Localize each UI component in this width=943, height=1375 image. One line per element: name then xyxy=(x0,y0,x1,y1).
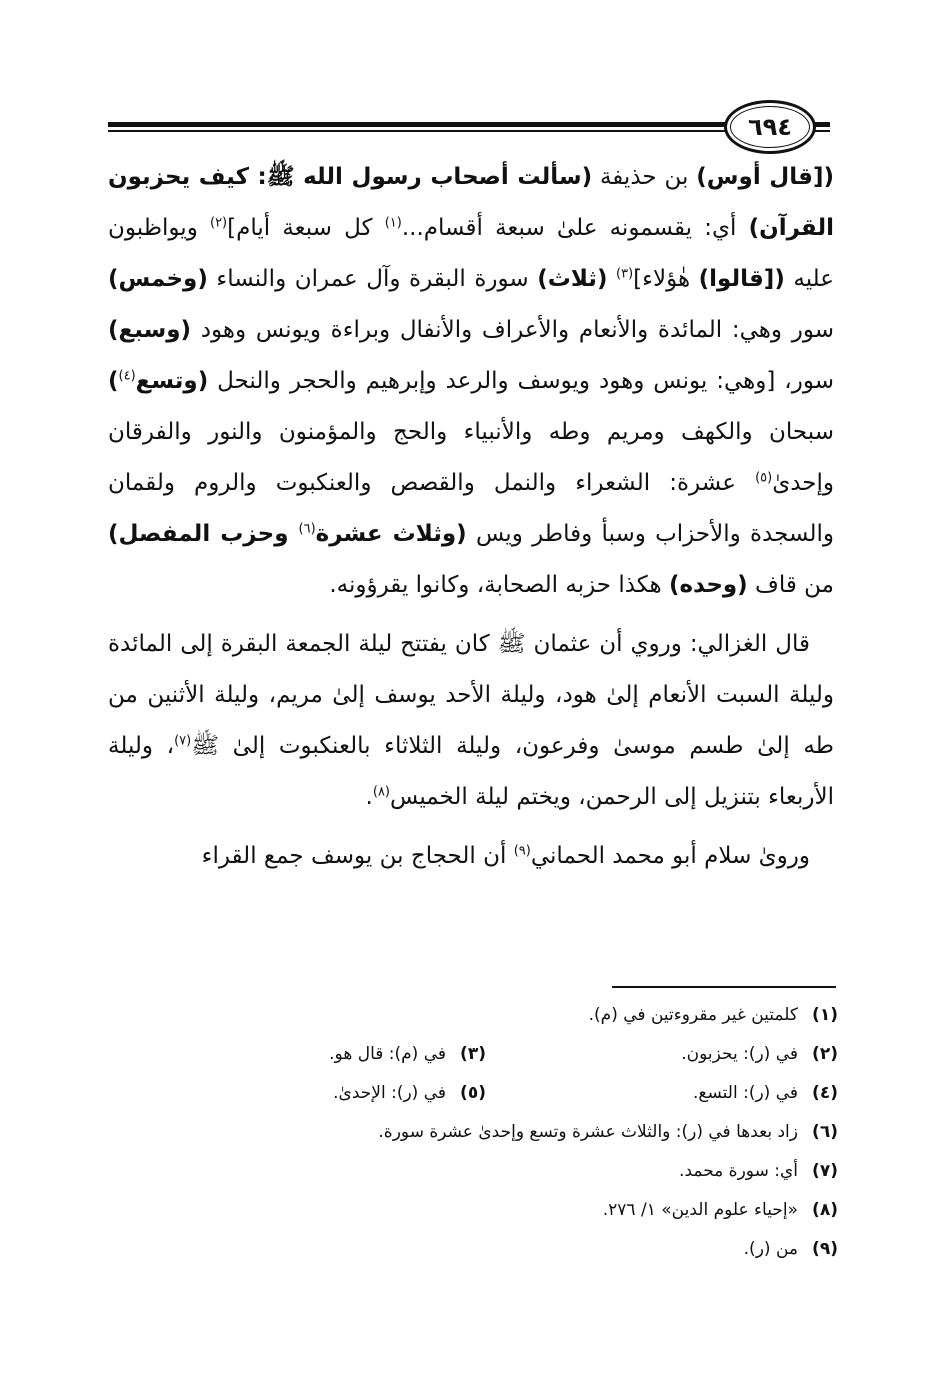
footnote-ref[interactable]: (٤) xyxy=(118,368,136,384)
footnote-text: في (ر): يحزبون. xyxy=(681,1044,798,1064)
bold-phrase: ([قالوا) xyxy=(698,266,785,292)
footnote-text: كلمتين غير مقروءتين في (م). xyxy=(588,1005,798,1025)
text-run: سورة البقرة وآل عمران والنساء xyxy=(207,266,538,292)
footnote-number: (٢) xyxy=(812,1044,838,1064)
footnote-7 xyxy=(679,1152,838,1191)
text-run: سور، [وهي: يونس وهود ويوسف والرعد وإبرهيم والحجر والنحل xyxy=(208,368,834,394)
footnote-number: (٦) xyxy=(812,1122,838,1142)
footnote-number: (٣) xyxy=(460,1044,486,1064)
text-run: من قاف xyxy=(747,572,834,598)
footnote-row xyxy=(108,1230,838,1269)
text-run: هكذا حزبه الصحابة، وكانوا يقرؤونه. xyxy=(329,572,669,598)
footnote-1 xyxy=(589,996,838,1035)
text-run: . xyxy=(365,784,373,810)
bold-phrase: (وحده) xyxy=(668,572,748,598)
text-run: عشرة: الشعراء والنمل والقصص والعنكبوت والروم ولقمان والسجدة والأحزاب وسبأ وفاطر ويس xyxy=(108,470,834,547)
footnote-ref[interactable]: (٣) xyxy=(616,266,634,282)
bold-phrase: (وسبع) xyxy=(108,317,192,343)
footnote-3 xyxy=(134,1035,486,1074)
paragraph-1 xyxy=(108,152,834,611)
bold-phrase: (سألت أصحاب رسول الله ﷺ: كيف يحزبون القرآن) xyxy=(108,164,834,241)
text-run: أن الحجاج بن يوسف جمع القراء xyxy=(201,843,514,869)
footnote-text: زاد بعدها في (ر): والثلاث عشرة وتسع وإحدىٰ عشرة سورة. xyxy=(378,1122,798,1142)
header-rule-thin xyxy=(108,130,830,132)
footnote-5 xyxy=(134,1074,486,1113)
text-run: ورویٰ سلام أبو محمد الحماني xyxy=(530,843,810,869)
paragraph-3 xyxy=(108,831,834,882)
main-text xyxy=(108,152,834,890)
text-run: ، وليلة الأربعاء بتنزيل إلى الرحمن، ويختم ليلة الخميس xyxy=(108,733,834,810)
footnote-text: في (ر): الإحدىٰ. xyxy=(333,1083,446,1103)
footnote-row xyxy=(108,996,838,1035)
header-rule xyxy=(108,122,830,132)
footnote-ref[interactable]: (٩) xyxy=(513,843,531,859)
footnote-2 xyxy=(486,1035,838,1074)
footnote-4 xyxy=(486,1074,838,1113)
paragraph-2 xyxy=(108,619,834,823)
footnote-text: في (م): قال هو. xyxy=(329,1044,446,1064)
text-run: هٰؤلاء] xyxy=(633,266,699,292)
footnote-text: من (ر). xyxy=(743,1239,798,1259)
footnote-ref[interactable]: (٥) xyxy=(755,470,773,486)
footnote-row xyxy=(108,1113,838,1152)
footnote-number: (٤) xyxy=(812,1083,838,1103)
footnote-row xyxy=(108,1074,838,1113)
footnote-ref[interactable]: (٢) xyxy=(209,215,228,231)
footnote-ref[interactable]: (٨) xyxy=(372,784,390,800)
text-run: قال الغزالي: وروي أن عثمان ﷺ كان يفتتح ليلة الجمعة البقرة إلى المائدة وليلة السبت الأنعام إلىٰ هود، وليلة الأحد يوسف إلىٰ مريم، وليلة الأثنين من طه إلىٰ طسم موسىٰ وفرعون، وليلة الثلاثاء بالعنكبوت إلىٰ ﷺ xyxy=(108,631,834,759)
footnote-9 xyxy=(744,1230,838,1269)
page-number-badge xyxy=(724,100,816,154)
footnote-number: (٩) xyxy=(812,1239,838,1259)
text-run: سور وهي: المائدة والأنعام والأعراف والأنفال وبراءة ويونس وهود xyxy=(191,317,834,343)
footnote-row xyxy=(108,1152,838,1191)
footnote-row xyxy=(108,1035,838,1074)
footnote-separator xyxy=(612,986,836,988)
text-run: كل سبعة أيام] xyxy=(227,215,385,241)
footnote-6 xyxy=(378,1113,838,1152)
footnote-text: أي: سورة محمد. xyxy=(679,1161,798,1181)
footnote-number: (٧) xyxy=(812,1161,838,1181)
bold-phrase: ) xyxy=(108,368,119,394)
text-run: أي: يقسمونه علىٰ سبعة أقسام... xyxy=(401,215,749,241)
bold-phrase: (وثلاث عشرة xyxy=(315,521,467,547)
footnote-8 xyxy=(603,1191,838,1230)
bold-phrase: وحزب المفصل) xyxy=(108,521,299,547)
bold-phrase: (ثلاث) xyxy=(537,266,608,292)
footnote-ref[interactable]: (٧) xyxy=(174,733,192,749)
text-run: سبحان والكهف ومريم وطه والأنبياء والحج والمؤمنون والنور والفرقان وإحدىٰ xyxy=(108,419,834,496)
page-number: ٦٩٤ xyxy=(748,113,792,141)
footnote-row xyxy=(108,1191,838,1230)
footnote-text: «إحياء علوم الدين» ١/ ٢٧٦. xyxy=(602,1200,798,1220)
text-run: ويواظبون عليه xyxy=(108,215,834,292)
footnote-number: (١) xyxy=(812,1005,838,1025)
footnote-text: في (ر): التسع. xyxy=(693,1083,798,1103)
footnote-ref[interactable]: (٦) xyxy=(298,521,316,537)
header-rule-thick xyxy=(108,122,830,127)
footnotes xyxy=(108,996,838,1269)
bold-phrase: ([قال أوس) xyxy=(696,164,834,190)
footnote-ref[interactable]: (١) xyxy=(384,215,402,231)
footnote-number: (٥) xyxy=(460,1083,486,1103)
text-run xyxy=(607,266,616,292)
footnote-number: (٨) xyxy=(812,1200,838,1220)
bold-phrase: (وتسع xyxy=(135,368,209,394)
bold-phrase: (وخمس) xyxy=(108,266,208,292)
text-run: بن حذيفة xyxy=(592,164,697,190)
